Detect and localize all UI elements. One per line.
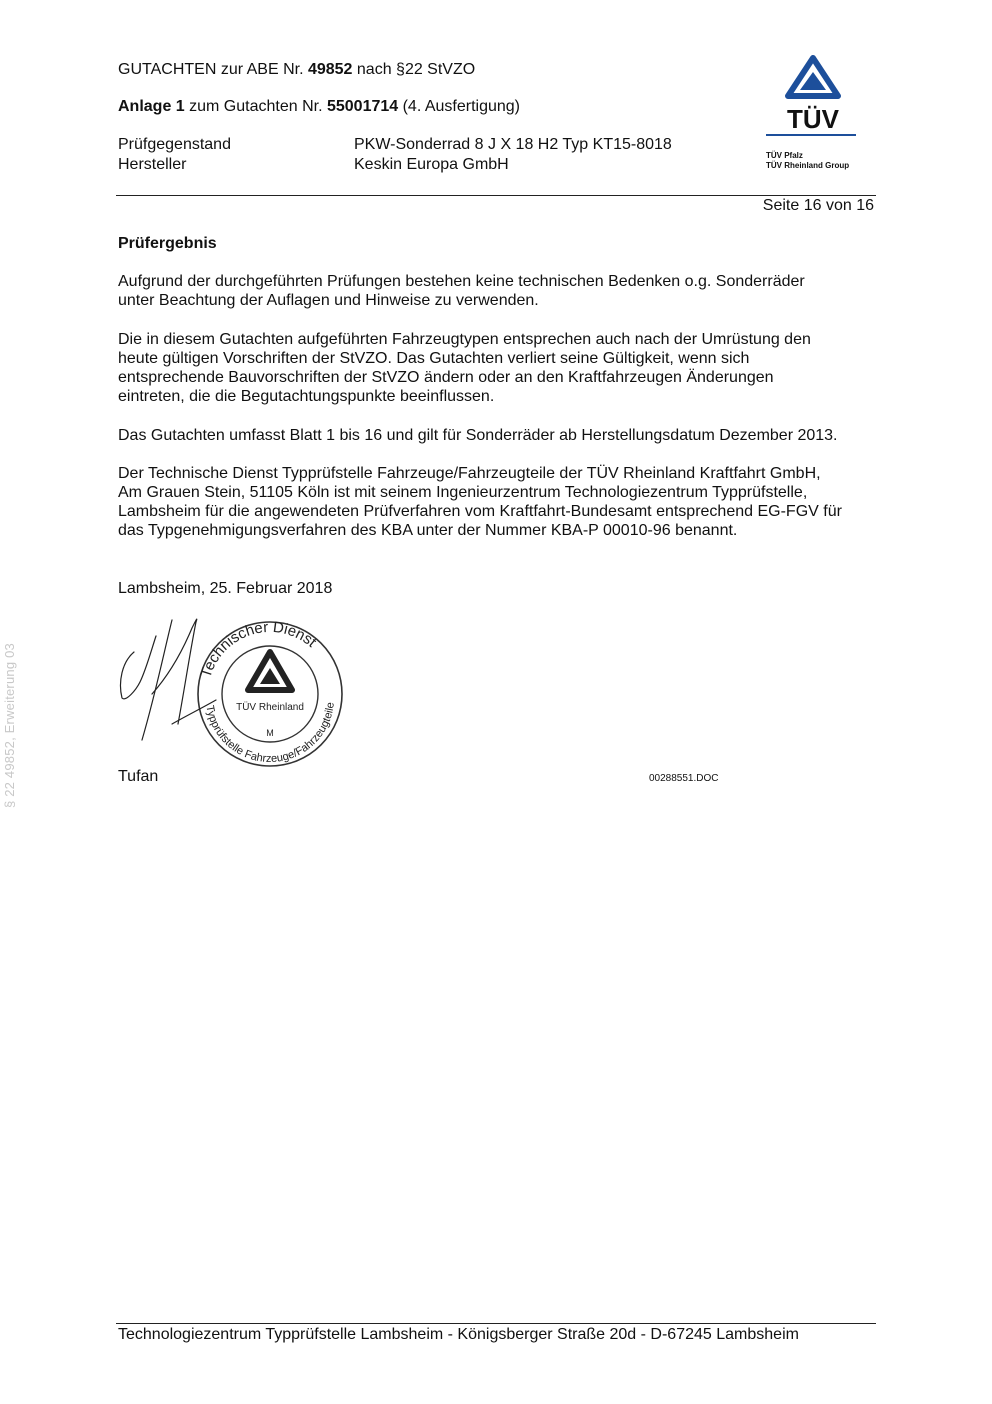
- stamp-mark: M: [266, 728, 274, 738]
- manufacturer-value: Keskin Europa GmbH: [354, 156, 509, 173]
- tuv-brand: TÜV: [787, 104, 839, 134]
- text-line: Das Gutachten umfasst Blatt 1 bis 16 und gilt für Sonderräder ab Herstellungsdatum Dezember 2013.: [118, 427, 838, 444]
- subject-value: PKW-Sonderrad 8 J X 18 H2 Typ KT15-8018: [354, 136, 672, 153]
- attachment-line: [118, 97, 520, 116]
- tuv-group-text: TÜV Rheinland Group: [766, 161, 850, 170]
- text-line: entsprechende Bauvorschriften der StVZO ändern oder an den Kraftfahrzeugen Änderungen: [118, 369, 774, 386]
- subject-label: Prüfgegenstand: [118, 136, 231, 153]
- section-title: Prüfergebnis: [118, 235, 217, 252]
- footer-divider: [116, 1323, 876, 1324]
- document-id: 00288551.DOC: [649, 773, 719, 784]
- title-suffix: nach §22 StVZO: [352, 61, 476, 78]
- stamp-center-text: TÜV Rheinland: [236, 702, 304, 713]
- page-number: Seite 16 von 16: [762, 197, 874, 214]
- attachment-text: zum Gutachten Nr.: [184, 98, 327, 115]
- text-line: Aufgrund der durchgeführten Prüfungen bestehen keine technischen Bedenken o.g. Sonderräder: [118, 273, 805, 290]
- tuv-pfalz-text: TÜV Pfalz: [766, 151, 803, 160]
- copy-note: (4. Ausfertigung): [398, 98, 520, 115]
- stamp-ring-bottom: Typprüfstelle Fahrzeuge/Fahrzeugteile: [203, 701, 337, 766]
- paragraph-validity: [118, 330, 878, 406]
- title-prefix: GUTACHTEN zur ABE Nr.: [118, 61, 308, 78]
- side-note: § 22 49852, Erweiterung 03: [2, 643, 17, 808]
- text-line: Der Technische Dienst Typprüfstelle Fahrzeuge/Fahrzeugteile der TÜV Rheinland Kraftfahrt GmbH,: [118, 465, 821, 482]
- document-title: [118, 60, 475, 79]
- stamp-ring-top: Technischer Dienst: [197, 618, 320, 680]
- report-number: 55001714: [326, 98, 399, 115]
- abe-number: 49852: [307, 61, 353, 78]
- attachment-label: Anlage 1: [118, 98, 185, 115]
- text-line: eintreten, die die Begutachtungspunkte beeinflussen.: [118, 388, 495, 405]
- text-line: Lambsheim für die angewendeten Prüfverfahren vom Kraftfahrt-Bundesamt entsprechend EG-FGV für: [118, 503, 842, 520]
- manufacturer-label: Hersteller: [118, 156, 187, 173]
- tuv-logo: [758, 52, 868, 174]
- handwritten-signature: [121, 619, 217, 740]
- footer-address: Technologiezentrum Typprüfstelle Lambsheim - Königsberger Straße 20d - D-67245 Lambsheim: [118, 1326, 799, 1343]
- text-line: das Typgenehmigungsverfahren des KBA unter der Nummer KBA-P 00010-96 benannt.: [118, 522, 738, 539]
- stamp-triangle-icon: [248, 652, 292, 690]
- place-date: Lambsheim, 25. Februar 2018: [118, 580, 333, 597]
- text-line: unter Beachtung der Auflagen und Hinweise zu verwenden.: [118, 292, 539, 309]
- paragraph-result: [118, 272, 878, 310]
- tuv-triangle-icon: [788, 58, 838, 96]
- paragraph-scope: [118, 426, 878, 445]
- text-line: heute gültigen Vorschriften der StVZO. Das Gutachten verliert seine Gültigkeit, wenn sich: [118, 350, 750, 367]
- signature-stamp: [112, 612, 352, 772]
- paragraph-technical-service: [118, 464, 878, 540]
- text-line: Die in diesem Gutachten aufgeführten Fahrzeugtypen entsprechen auch nach der Umrüstung den: [118, 331, 811, 348]
- text-line: Am Grauen Stein, 51105 Köln ist mit seinem Ingenieurzentrum Technologiezentrum Typprüfstelle,: [118, 484, 808, 501]
- signer-name: Tufan: [118, 768, 159, 785]
